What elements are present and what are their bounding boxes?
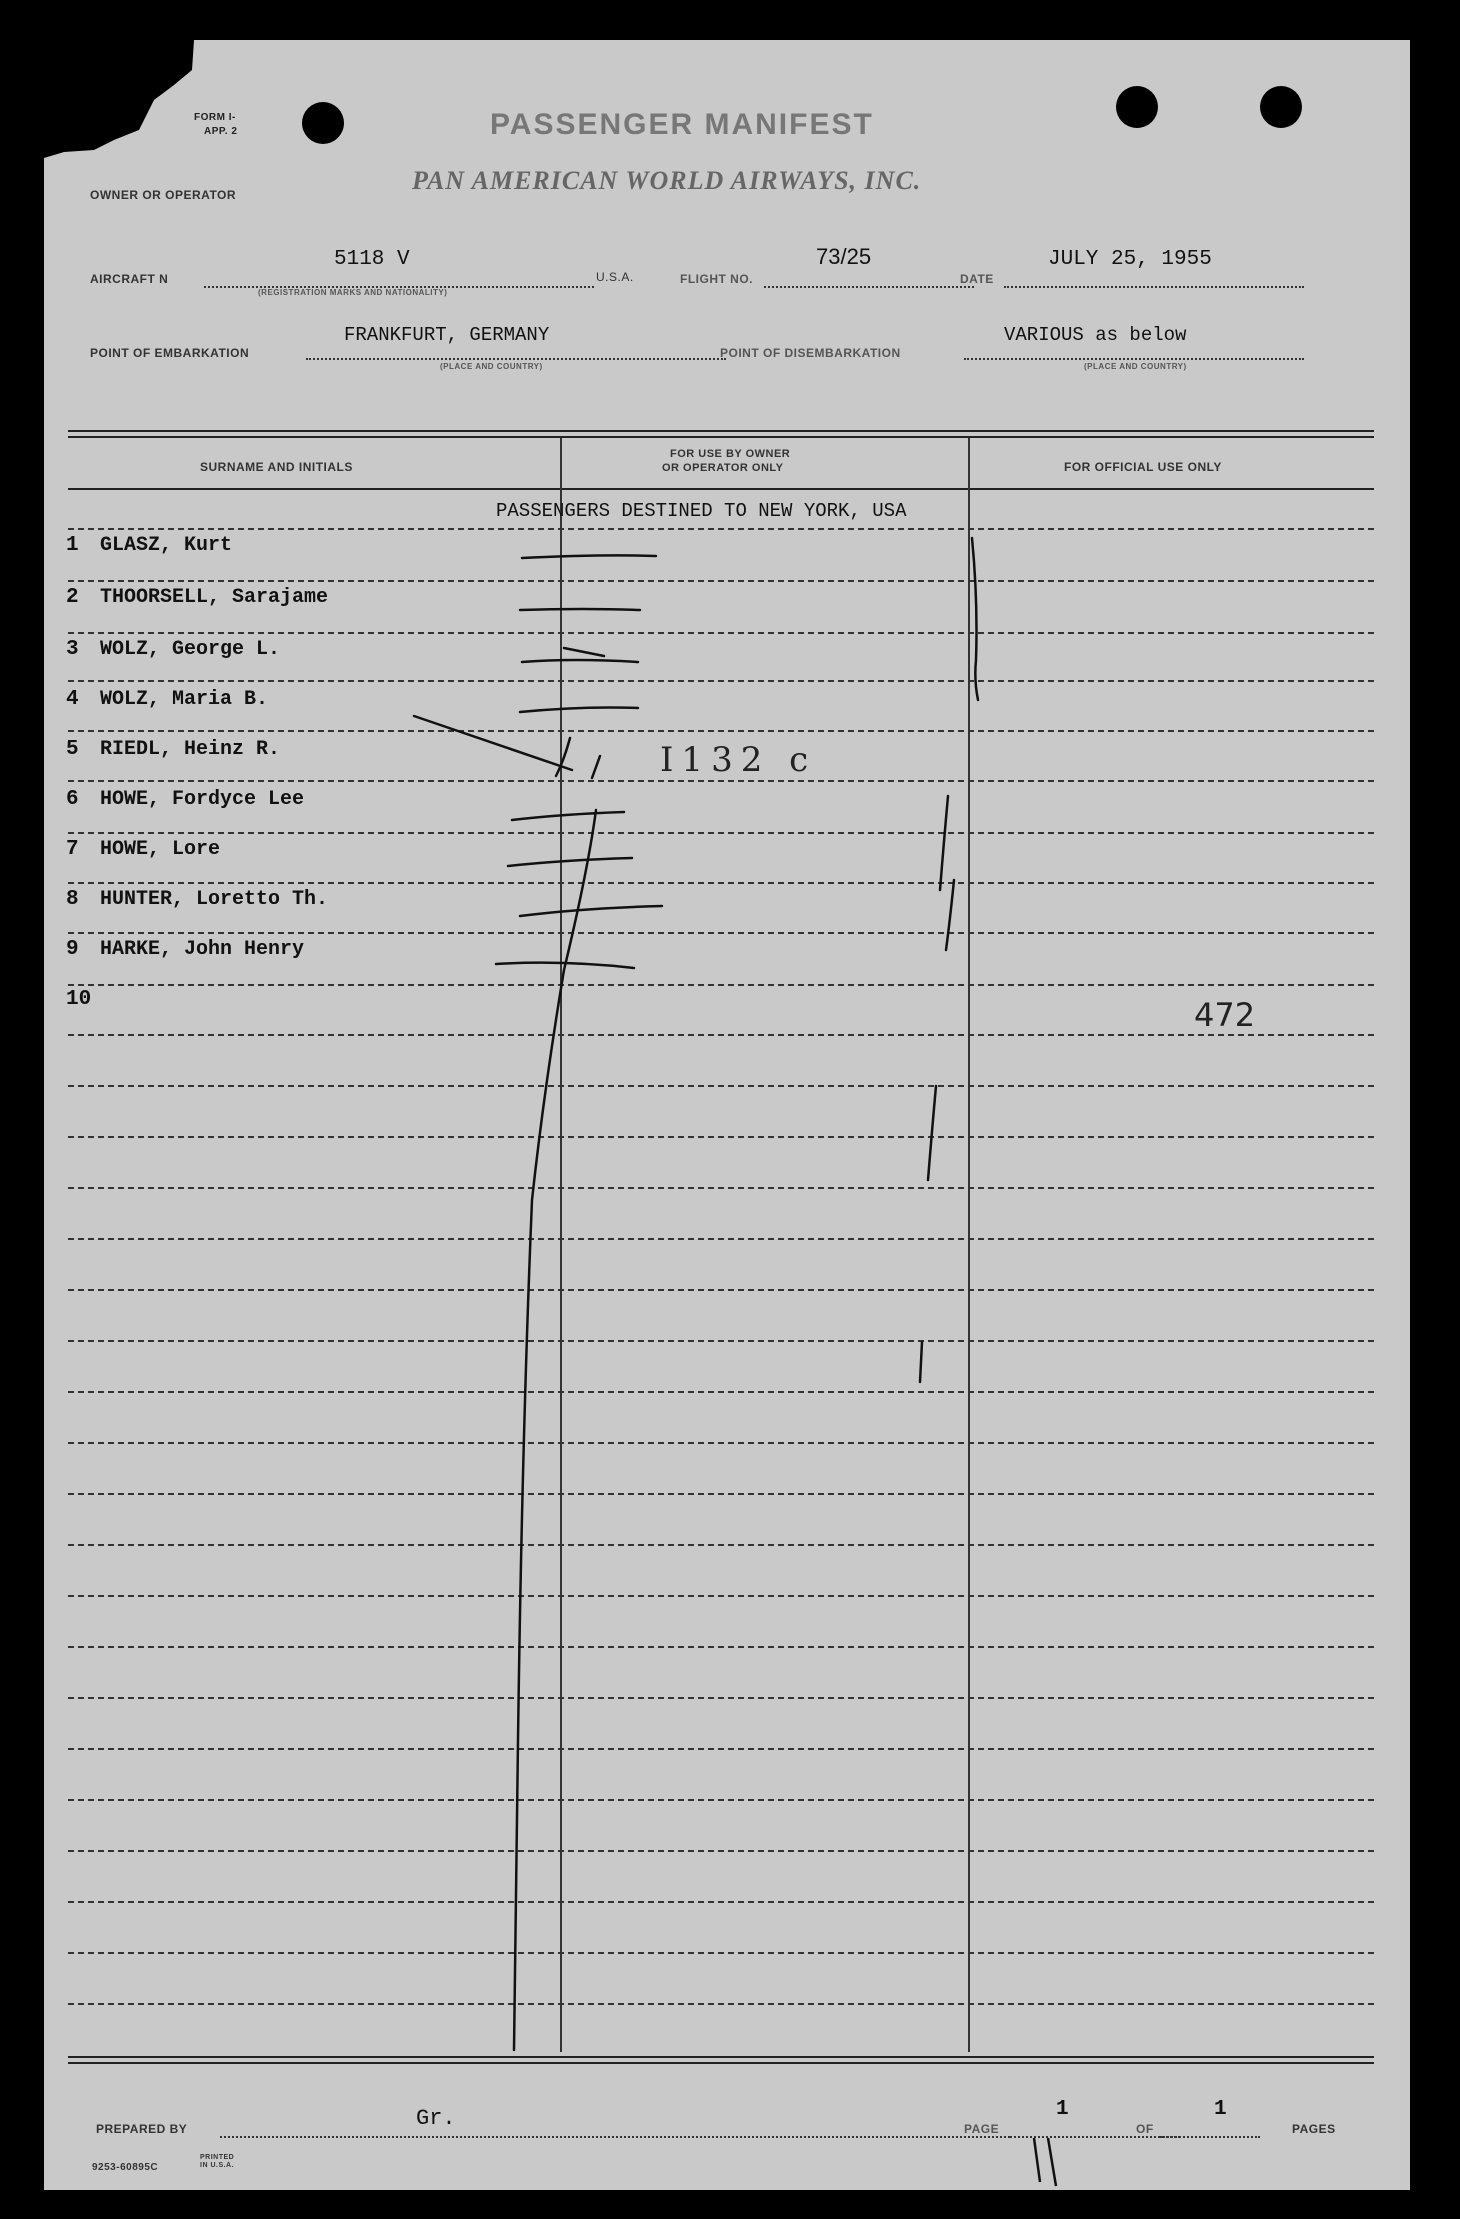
operator-name: PAN AMERICAN WORLD AIRWAYS, INC. [412,166,922,195]
passenger-name: THOORSELL, Sarajame [100,586,329,609]
embark-value: FRANKFURT, GERMANY [344,324,550,346]
embark-sub: (PLACE AND COUNTRY) [440,362,543,371]
flight-value: 73/25 [816,244,872,269]
date-label: DATE [960,272,994,286]
row-number: 2 [66,586,79,609]
disembark-value: VARIOUS as below [1004,324,1187,346]
section-heading: PASSENGERS DESTINED TO NEW YORK, USA [496,500,907,522]
passenger-name: HARKE, John Henry [100,938,305,961]
aircraft-label: AIRCRAFT N [90,272,169,286]
embark-label: POINT OF EMBARKATION [90,346,250,360]
col-official-header: FOR OFFICIAL USE ONLY [1064,460,1222,474]
passenger-name: RIEDL, Heinz R. [100,738,281,761]
page-value: 1 [1056,2098,1069,2121]
printed-stamp: PRINTED IN U.S.A. [200,2154,235,2169]
row-number: 7 [66,838,79,861]
usa-label: U.S.A. [596,270,634,284]
col-surname-header: SURNAME AND INITIALS [200,460,353,474]
owner-label: OWNER OR OPERATOR [90,188,237,202]
disembark-sub: (PLACE AND COUNTRY) [1084,362,1187,371]
passenger-name: WOLZ, Maria B. [100,688,269,711]
col-owner-header-2: OR OPERATOR ONLY [662,462,784,474]
footer-tick-marks [1024,2134,1074,2190]
of-label: OF [1136,2122,1154,2136]
date-value: JULY 25, 1955 [1048,248,1212,271]
page-label: PAGE [964,2122,1000,2136]
row-number: 6 [66,788,79,811]
passenger-name: HUNTER, Loretto Th. [100,888,329,911]
official-number: 472 [1194,996,1256,1034]
disembark-label: POINT OF DISEMBARKATION [720,346,901,360]
passenger-name: HOWE, Fordyce Lee [100,788,305,811]
row-number: 10 [66,988,92,1011]
prepared-value: Gr. [416,2106,456,2131]
pages-label: PAGES [1292,2122,1336,2136]
form-number: FORM I- [194,112,236,123]
form-code: 9253-60895C [92,2162,159,2173]
of-value: 1 [1214,2098,1227,2121]
flight-label: FLIGHT NO. [680,272,753,286]
row-number: 5 [66,738,79,761]
passenger-name: HOWE, Lore [100,838,221,861]
handwritten-code: I132 c [660,740,817,780]
row-number: 4 [66,688,79,711]
row-number: 3 [66,638,79,661]
form-appendix: APP. 2 [204,126,238,137]
row-number: 8 [66,888,79,911]
passenger-name: GLASZ, Kurt [100,534,233,557]
aircraft-value: 5118 V [334,248,410,271]
handwritten-tick-marks [44,40,1410,2190]
prepared-label: PREPARED BY [96,2122,188,2136]
row-number: 9 [66,938,79,961]
page-title: PASSENGER MANIFEST [490,108,874,141]
passenger-name: WOLZ, George L. [100,638,281,661]
row-number: 1 [66,534,79,557]
col-owner-header-1: FOR USE BY OWNER [670,448,791,460]
manifest-sheet [44,40,1410,2190]
aircraft-sub: (REGISTRATION MARKS AND NATIONALITY) [258,288,448,297]
